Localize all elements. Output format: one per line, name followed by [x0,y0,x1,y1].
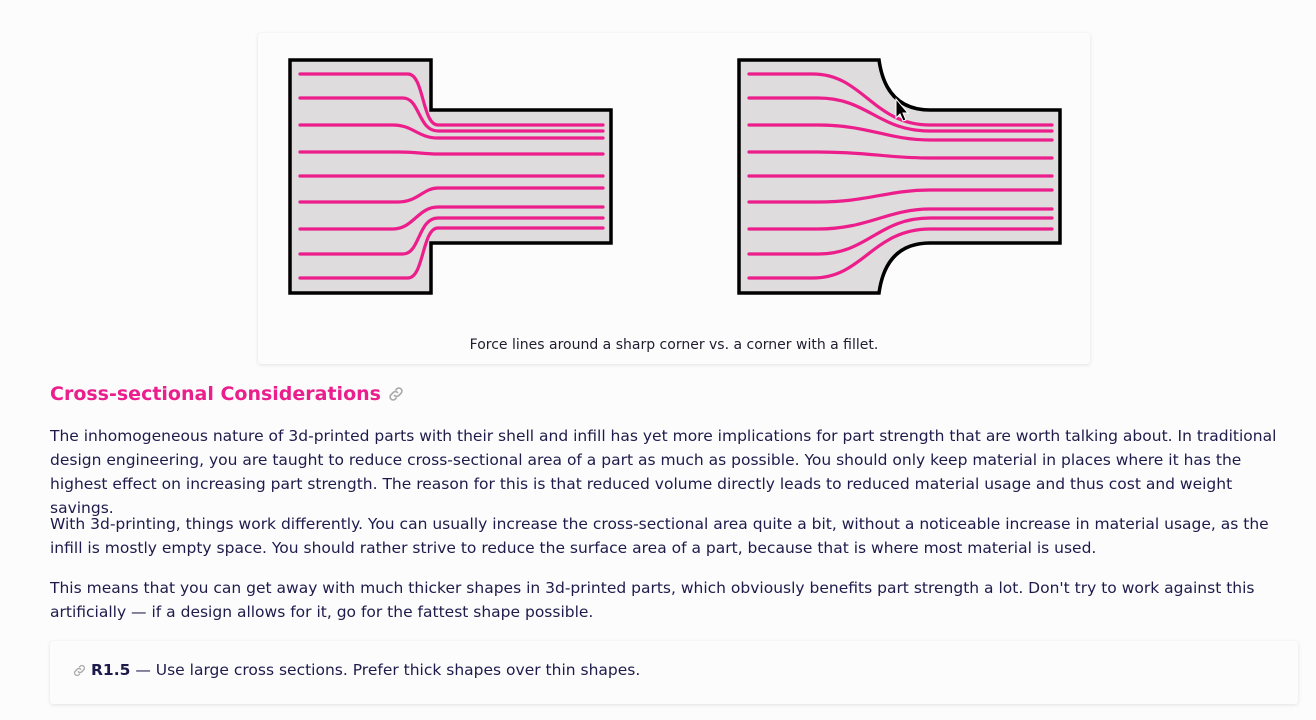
rule-id: R1.5 [91,661,131,679]
link-icon[interactable] [387,385,405,403]
rule-statement [72,661,640,679]
rule-box [50,641,1298,704]
figure-card [258,33,1090,364]
paragraph-2: With 3d-printing, things work differently. You can usually increase the cross-sectional area quite a bit, without a noticeable increase in material usage, as the infill is mostly empty space. You should rather strive to reduce the surface area of a part, because that is where most material is used. [50,515,1269,557]
fillet-corner-part [739,60,1060,293]
paragraph-3: This means that you can get away with much thicker shapes in 3d-printed parts, which obviously benefits part strength a lot. Don't try to work against this artificially — if a design allows for it, go for the fattest shape possible. [50,579,1255,621]
force-lines-diagram [258,33,1090,333]
section-heading-text: Cross-sectional Considerations [50,383,381,405]
figure-caption: Force lines around a sharp corner vs. a corner with a fillet. [469,337,879,353]
paragraph-1: The inhomogeneous nature of 3d-printed parts with their shell and infill has yet more implications for part strength that are worth talking about. In traditional design engineering, you are taught to reduce cross-sectional area of a part as much as possible. You should only keep material in places where it has the highest effect on increasing part strength. The reason for this is that reduced volume directly leads to reduced material usage and thus cost and weight savings. [50,427,1277,517]
rule-text: — Use large cross sections. Prefer thick shapes over thin shapes. [130,661,641,679]
sharp-corner-part [290,60,611,293]
section-heading [50,383,405,405]
link-icon[interactable] [72,663,87,678]
